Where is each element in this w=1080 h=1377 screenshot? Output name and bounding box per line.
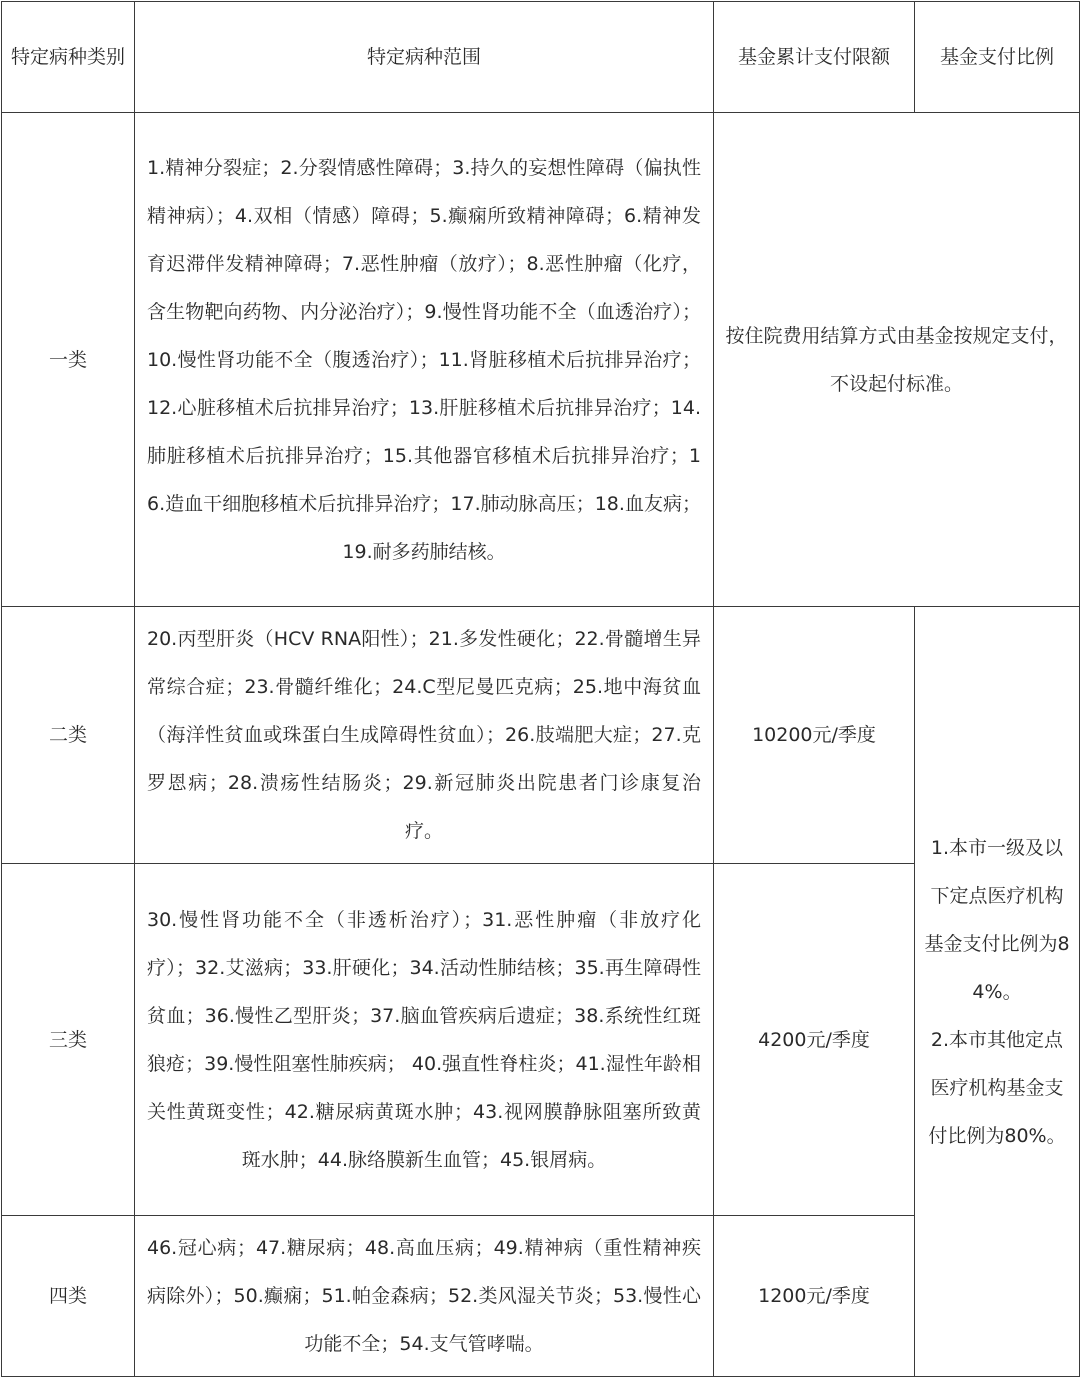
limit-cell: 1200元/季度 xyxy=(714,1216,915,1377)
table-row xyxy=(2,113,1080,607)
category-cell: 二类 xyxy=(2,607,135,864)
ratio-cell xyxy=(915,607,1080,1377)
header-ratio: 基金支付比例 xyxy=(915,2,1080,113)
limit-cell: 10200元/季度 xyxy=(714,607,915,864)
disease-table xyxy=(1,1,1080,1377)
limit-cell: 4200元/季度 xyxy=(714,864,915,1216)
header-scope: 特定病种范围 xyxy=(135,2,714,113)
scope-cell: 20.丙型肝炎（HCV RNA阳性）；21.多发性硬化；22.骨髓增生异常综合症；23.骨髓纤维化；24.C型尼曼匹克病；25.地中海贫血（海洋性贫血或珠蛋白生成障碍性贫血）；26.肢端肥大症；27.克罗恩病；28.溃疡性结肠炎；29.新冠肺炎出院患者门诊康复治疗。 xyxy=(135,607,714,864)
category-cell: 三类 xyxy=(2,864,135,1216)
ratio-note-1: 1.本市一级及以下定点医疗机构基金支付比例为84%。 xyxy=(924,836,1070,1003)
table-row xyxy=(2,607,1080,864)
scope-cell: 46.冠心病；47.糖尿病；48.高血压病；49.精神病（重性精神疾病除外）；50.癫痫；51.帕金森病；52.类风湿关节炎；53.慢性心功能不全；54.支气管哮喘。 xyxy=(135,1216,714,1377)
scope-cell: 1.精神分裂症；2.分裂情感性障碍；3.持久的妄想性障碍（偏执性精神病）；4.双相（情感）障碍；5.癫痫所致精神障碍；6.精神发育迟滞伴发精神障碍；7.恶性肿瘤（放疗）；8.恶性肿瘤（化疗，含生物靶向药物、内分泌治疗）；9.慢性肾功能不全（血透治疗）；10.慢性肾功能不全（腹透治疗）；11.肾脏移植术后抗排异治疗；12.心脏移植术后抗排异治疗；13.肝脏移植术后抗排异治疗；14.肺脏移植术后抗排异治疗；15.其他器官移植术后抗排异治疗；16.造血干细胞移植术后抗排异治疗；17.肺动脉高压；18.血友病；19.耐多药肺结核。 xyxy=(135,113,714,607)
scope-cell: 30.慢性肾功能不全（非透析治疗）；31.恶性肿瘤（非放疗化疗）；32.艾滋病；33.肝硬化；34.活动性肺结核；35.再生障碍性贫血；36.慢性乙型肝炎；37.脑血管疾病后遗症；38.系统性红斑狼疮；39.慢性阻塞性肺疾病； 40.强直性脊柱炎；41.湿性年龄相关性黄斑变性；42.糖尿病黄斑水肿；43.视网膜静脉阻塞所致黄斑水肿；44.脉络膜新生血管；45.银屑病。 xyxy=(135,864,714,1216)
category-cell: 一类 xyxy=(2,113,135,607)
category-cell: 四类 xyxy=(2,1216,135,1377)
class1-payment-note: 按住院费用结算方式由基金按规定支付，不设起付标准。 xyxy=(714,113,1080,607)
ratio-note-2: 2.本市其他定点医疗机构基金支付比例为80%。 xyxy=(928,1028,1066,1147)
header-category: 特定病种类别 xyxy=(2,2,135,113)
header-row xyxy=(2,2,1080,113)
header-limit: 基金累计支付限额 xyxy=(714,2,915,113)
